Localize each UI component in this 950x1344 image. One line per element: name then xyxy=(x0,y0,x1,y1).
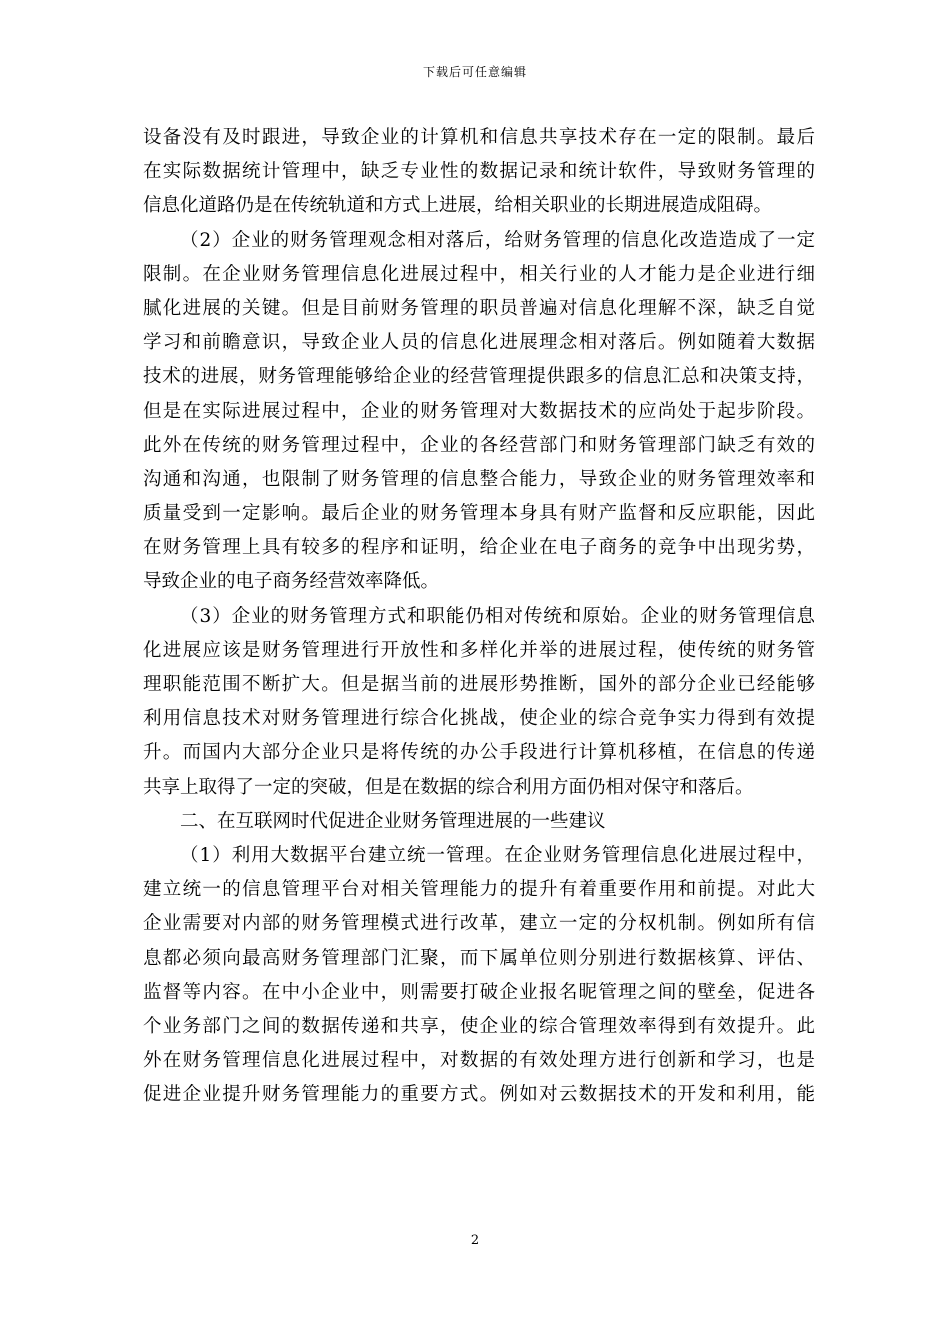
text-line: 此外在传统的财务管理过程中，企业的各经营部门和财务管理部门缺乏有效的 xyxy=(143,434,815,456)
text-line: 在实际数据统计管理中，缺乏专业性的数据记录和统计软件，导致财务管理的 xyxy=(143,161,815,183)
text-line: 沟通和沟通，也限制了财务管理的信息整合能力，导致企业的财务管理效率和 xyxy=(143,468,815,490)
text-line: 建立统一的信息管理平台对相关管理能力的提升有着重要作用和前提。对此大 xyxy=(143,879,815,901)
paragraph xyxy=(143,839,815,1113)
text-line: 共享上取得了一定的突破，但是在数据的综合利用方面仍相对保守和落后。 xyxy=(143,776,754,798)
document-body xyxy=(143,121,815,1112)
text-line: 导致企业的电子商务经营效率降低。 xyxy=(143,571,440,593)
paragraph xyxy=(143,121,815,224)
paragraph xyxy=(143,224,815,600)
text-line: 技术的进展，财务管理能够给企业的经营管理提供跟多的信息汇总和决策支持， xyxy=(143,366,815,388)
text-line: 学习和前瞻意识，导致企业人员的信息化进展理念相对落后。例如随着大数据 xyxy=(143,332,815,354)
text-line: 化进展应该是财务管理进行开放性和多样化并举的进展过程，使传统的财务管 xyxy=(143,639,815,661)
text-line: 在财务管理上具有较多的程序和证明，给企业在电子商务的竞争中出现劣势， xyxy=(143,537,815,559)
text-line: 腻化进展的关键。但是目前财务管理的职员普遍对信息化理解不深，缺乏自觉 xyxy=(143,297,815,319)
text-line: 促进企业提升财务管理能力的重要方式。例如对云数据技术的开发和利用，能 xyxy=(143,1084,815,1106)
text-line: 但是在实际进展过程中，企业的财务管理对大数据技术的应尚处于起步阶段。 xyxy=(143,400,815,422)
page-header: 下载后可任意编辑 xyxy=(422,65,527,79)
text-line: 理职能范围不断扩大。但是据当前的进展形势推断，国外的部分企业已经能够 xyxy=(143,674,815,695)
text-line: 升。而国内大部分企业只是将传统的办公手段进行计算机移植，在信息的传递 xyxy=(143,742,815,764)
text-line: 设备没有及时跟进，导致企业的计算机和信息共享技术存在一定的限制。最后 xyxy=(143,127,815,148)
text-line: 个业务部门之间的数据传递和共享，使企业的综合管理效率得到有效提升。此 xyxy=(143,1015,815,1037)
text-line: 监督等内容。在中小企业中，则需要打破企业报名昵管理之间的壁垒，促进各 xyxy=(143,981,815,1003)
text-line: 外在财务管理信息化进展过程中，对数据的有效处理方进行创新和学习，也是 xyxy=(143,1050,815,1072)
text-line: （3）企业的财务管理方式和职能仍相对传统和原始。企业的财务管理信息 xyxy=(180,605,815,627)
text-line: （1）利用大数据平台建立统一管理。在企业财务管理信息化进展过程中， xyxy=(180,844,815,866)
page-number: 2 xyxy=(470,1233,480,1248)
text-line: 限制。在企业财务管理信息化进展过程中，相关行业的人才能力是企业进行细 xyxy=(143,263,815,285)
heading-line: 二、在互联网时代促进企业财务管理进展的一些建议 xyxy=(180,810,606,832)
text-line: 企业需要对内部的财务管理模式进行改革，建立一定的分权机制。例如所有信 xyxy=(143,913,815,935)
text-line: 息都必须向最高财务管理部门汇聚，而下属单位则分别进行数据核算、评估、 xyxy=(143,947,815,969)
text-line: 信息化道路仍是在传统轨道和方式上进展，给相关职业的长期进展造成阻碍。 xyxy=(143,195,773,217)
text-line: （2）企业的财务管理观念相对落后，给财务管理的信息化改造造成了一定 xyxy=(180,229,815,251)
text-line: 利用信息技术对财务管理进行综合化挑战，使企业的综合竞争实力得到有效提 xyxy=(143,708,815,730)
text-line: 质量受到一定影响。最后企业的财务管理本身具有财产监督和反应职能，因此 xyxy=(143,503,815,525)
paragraph xyxy=(143,600,815,805)
section-heading xyxy=(143,805,815,839)
